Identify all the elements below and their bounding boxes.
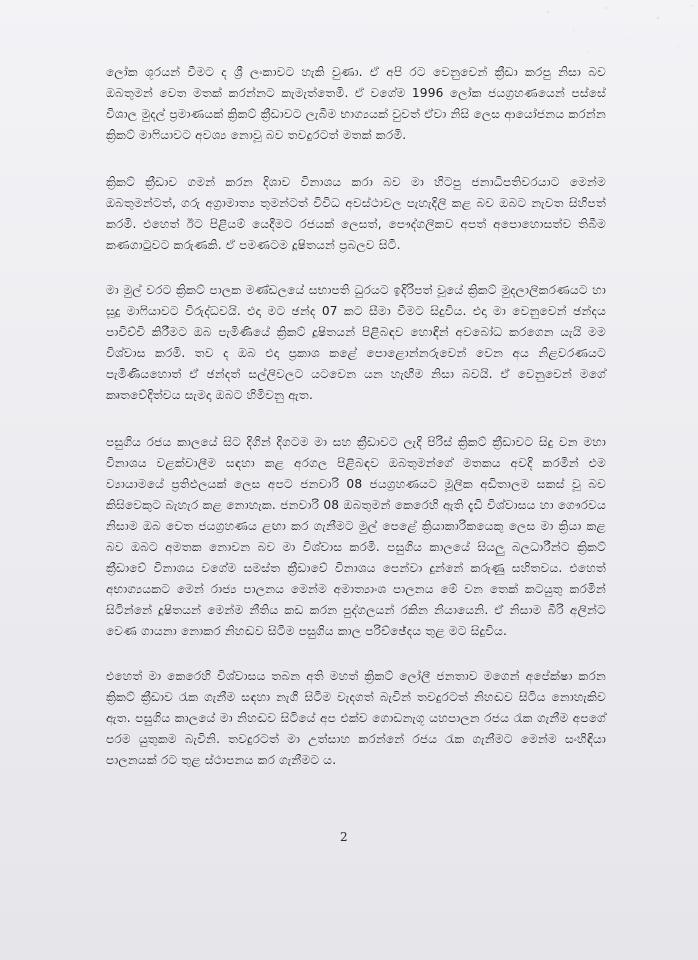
paragraph-3: මා මුල් වරට ක්‍රිකට් පාලක මණ්ඩලයේ සභාපති ධුරයට ඉදිරිපත් වූයේ ක්‍රිකට් මුදලාලිකරණයට හා සූදු මාෆියාවට විරුද්ධවයි. එදා මට ඡන්ද 07 කට සීමා වීමට සිදුවිය. එදා මා වෙනුවෙන් ඡන්දය පාවිච්චි කිරීමට ඔබ පැමිණියේ ක්‍රිකට් දූෂිතයන් පිළිබඳව හොඳින් අවබෝධ කරගෙන යැයි මම විශ්වාස කරමි. තව ද ඔබ එදා ප්‍රකාශ කළේ පොළොන්නරුවෙන් වෙන අය නිළවරණයට පැමිණියහොත් ඒ ඡන්දත් සල්ලිවලට යටවෙන යන හැඟීම නිසා බවයි. ඒ වෙනුවෙන් මගේ කෘතවේදිත්වය සැමදා ඔබට හිමිවනු ඇත. xyxy=(106,283,606,402)
paragraph-1: ලෝක ශූරයන් වීමට ද ශ්‍රී ලංකාවට හැකි වුණා. ඒ අපි රට වෙනුවෙන් ක්‍රීඩා කරපු නිසා බව ඔබතුමන් වෙත මතක් කරන්නට කැමැත්තෙමි. ඒ වගේම 1996 ලෝක ජයග්‍රහණයෙන් පස්සේ විශාල මුදල් ප්‍රමාණයක් ක්‍රිකට් ක්‍රීඩාවට ලැබීම භාග්‍යයක් වුවත් ඒවා නිසි ලෙස ආයෝජනය කරන්න ක්‍රිකට් මාෆියාවට අවශ්‍ය නොවූ බව තවදුරටත් මතක් කරමි. xyxy=(106,65,606,142)
page-number: 2 xyxy=(340,830,348,844)
letter-body xyxy=(106,62,606,794)
scan-noise-decoration xyxy=(528,0,698,60)
paragraph-5: එහෙත් මා කෙරෙහි විශ්වාසය තබන අති මහත් ක්‍රිකට් ලෝලී ජනතාව මගෙන් අපේක්ෂා කරන ක්‍රිකට් ක්‍රීඩාව රැක ගැනීම සඳහා නැගී සිටීම වැදගත් බැවින් තවදුරටත් නිහඬව සිටිය නොහැකිව ඇත. පසුගිය කාලයේ මා නිහඬව සිටියේ අප එක්ව ගොඩනැගූ යහපාලන රජය රැක ගැනීම අපගේ පරම යුතුකම බැවිනි. තවදුරටත් මා උත්සාහ කරන්නේ රජය රැක ගැනීමට මෙන්ම සංහිඳියා පාලනයක් රට තුළ ස්ථාපනය කර ගැනීමට ය. xyxy=(106,669,606,767)
paragraph-4: පසුගිය රජය කාලයේ සිට දිගින් දිගටම මා සහ ක්‍රීඩාවට ලැදි පිරිස් ක්‍රිකට් ක්‍රීඩාවට සිදු වන මහා විනාශය වළක්වාලීම සඳහා කළ අරගල පිළිබඳව ඔබතුමන්ගේ මතකය අවදි කරමින් එම ව්‍යායාමයේ ප්‍රතිඵලයක් ලෙස අපට ජනවාරි 08 ජයග්‍රහණයට මූලික අඩිතාලම සකස් වූ බව කිසිවෙකුට බැහැර කළ නොහැක. ජනවාරි 08 ඔබතුමන් කෙරෙහි ඇති දැඩි විශ්වාසය හා ගෞරවය නිසාම ඔබ වෙත ජයග්‍රහණය ළඟා කර ගැනීමට මුල් පෙළේ ක්‍රියාකාරිකයෙකු ලෙස මා ක්‍රියා කළ බව ඔබට අමතක නොවන බව මා විශ්වාස කරමි. පසුගිය කාලයේ සියලු බලධාරීන්ට ක්‍රිකට් ක්‍රීඩාවේ විනාශය වගේම සමස්ත ක්‍රීඩාවේ විනාශය පෙන්වා දුන්නේ කරුණු සහිතවය. එහෙත් අභාග්‍යයකට මෙන් රාජ්‍ය පාලනය මෙන්ම අමාත්‍යාංශ පාලනය මේ වන තෙක් කටයුතු කරමින් සිටින්නේ දූෂිතයන් මෙන්ම නීතිය කඩ කරන පුද්ගලයන් රකින නියායෙනි. ඒ නිසාම බීරි අලින්ට වෙණ ගායනා නොකර නිහඬව සිටීම පසුගිය කාල පරිච්ඡේදය තුළ මට සිදුවිය. xyxy=(106,435,606,638)
paragraph-2: ක්‍රිකට් ක්‍රීඩාව ගමන් කරන දිශාව විනාශය කරා බව මා හිටපු ජනාධිපතිවරයාට මෙන්ම ඔබතුමන්ටත්, ගරු අග්‍රාමාත්‍ය තුමන්ටත් විවිධ අවස්ථාවල පැහැදිලි කළ බව ඔබට නැවත සිහිපත් කරමි. එහෙත් ඊට පිළියම් යෙදීමට රජයක් ලෙසත්, පෞද්ගලිකව අපත් අපොහොසත්ව තිබීම කණගාටුවට කරුණකි. ඒ පමණටම දූෂිතයන් ප්‍රබලව සිටී. xyxy=(106,175,606,252)
